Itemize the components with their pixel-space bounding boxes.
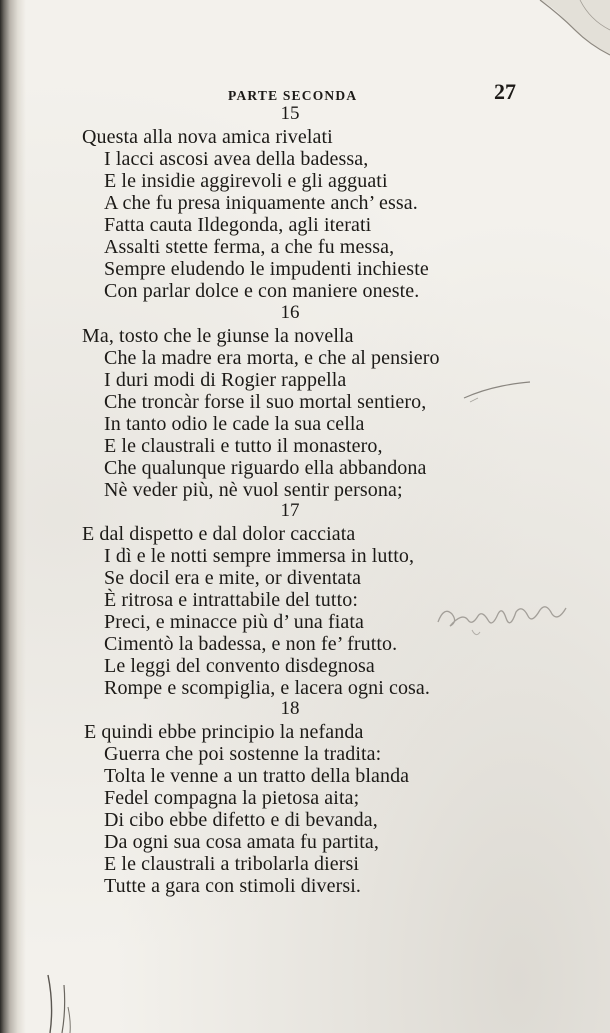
verse-line: Che qualunque riguardo ella abbandona (104, 457, 427, 479)
binding-thread-marks (40, 955, 80, 1033)
verse-line: Ma, tosto che le giunse la novella (82, 325, 354, 347)
verse-line: Che troncàr forse il suo mortal sentiero, (104, 391, 427, 413)
verse-line: Sempre eludendo le impudenti inchieste (104, 258, 429, 280)
verse-line: Se docil era e mite, or diventata (104, 567, 362, 589)
handwritten-margin-note (432, 592, 572, 642)
stanza-number: 15 (280, 103, 300, 124)
corner-fold-decoration (520, 0, 610, 60)
verse-line: I dì e le notti sempre immersa in lutto, (104, 545, 415, 567)
verse-line: Tolta le venne a un tratto della blanda (104, 765, 410, 787)
verse-line: E quindi ebbe principio la nefanda (84, 721, 364, 743)
verse-line: E dal dispetto e dal dolor cacciata (82, 523, 356, 545)
verse-line: Che la madre era morta, e che al pensiero (104, 347, 440, 369)
stanza-number: 17 (280, 500, 300, 521)
page-number: 27 (494, 79, 516, 104)
verse-line: Guerra che poi sostenne la tradita: (104, 743, 382, 765)
verse-line: E le claustrali e tutto il monastero, (104, 435, 383, 457)
verse-line: In tanto odio le cade la sua cella (104, 413, 365, 435)
stanza-number: 16 (280, 302, 300, 323)
verse-line: Preci, e minacce più d’ una fiata (104, 611, 365, 633)
verse-line: Da ogni sua cosa amata fu partita, (104, 831, 379, 853)
stanza-number: 18 (280, 698, 300, 719)
verse-line: Fatta cauta Ildegonda, agli iterati (104, 214, 372, 236)
verse-line: Con parlar dolce e con maniere oneste. (104, 280, 420, 302)
verse-line: Tutte a gara con stimoli diversi. (104, 875, 361, 897)
verse-line: E le claustrali a tribolarla diersi (104, 853, 360, 875)
verse-line: I duri modi di Rogier rappella (104, 369, 347, 391)
running-title: PARTE SECONDA (228, 88, 358, 103)
verse-line: Fedel compagna la pietosa aita; (104, 787, 360, 809)
verse-line: Rompe e scompiglia, e lacera ogni cosa. (104, 677, 431, 699)
verse-line: Questa alla nova amica rivelati (82, 126, 333, 148)
verse-line: Le leggi del convento disdegnosa (104, 655, 375, 677)
verse-line: Di cibo ebbe difetto e di bevanda, (104, 809, 378, 831)
verse-line: Cimentò la badessa, e non fe’ frutto. (104, 633, 398, 655)
verse-line: Nè veder più, nè vuol sentir persona; (104, 479, 403, 501)
verse-line: È ritrosa e intrattabile del tutto: (104, 589, 358, 611)
verse-line: A che fu presa iniquamente anch’ essa. (104, 192, 418, 214)
verse-line: E le insidie aggirevoli e gli agguati (104, 170, 388, 192)
verse-line: I lacci ascosi avea della badessa, (104, 148, 369, 170)
pencil-mark (462, 376, 532, 406)
verse-line: Assalti stette ferma, a che fu messa, (104, 236, 395, 258)
